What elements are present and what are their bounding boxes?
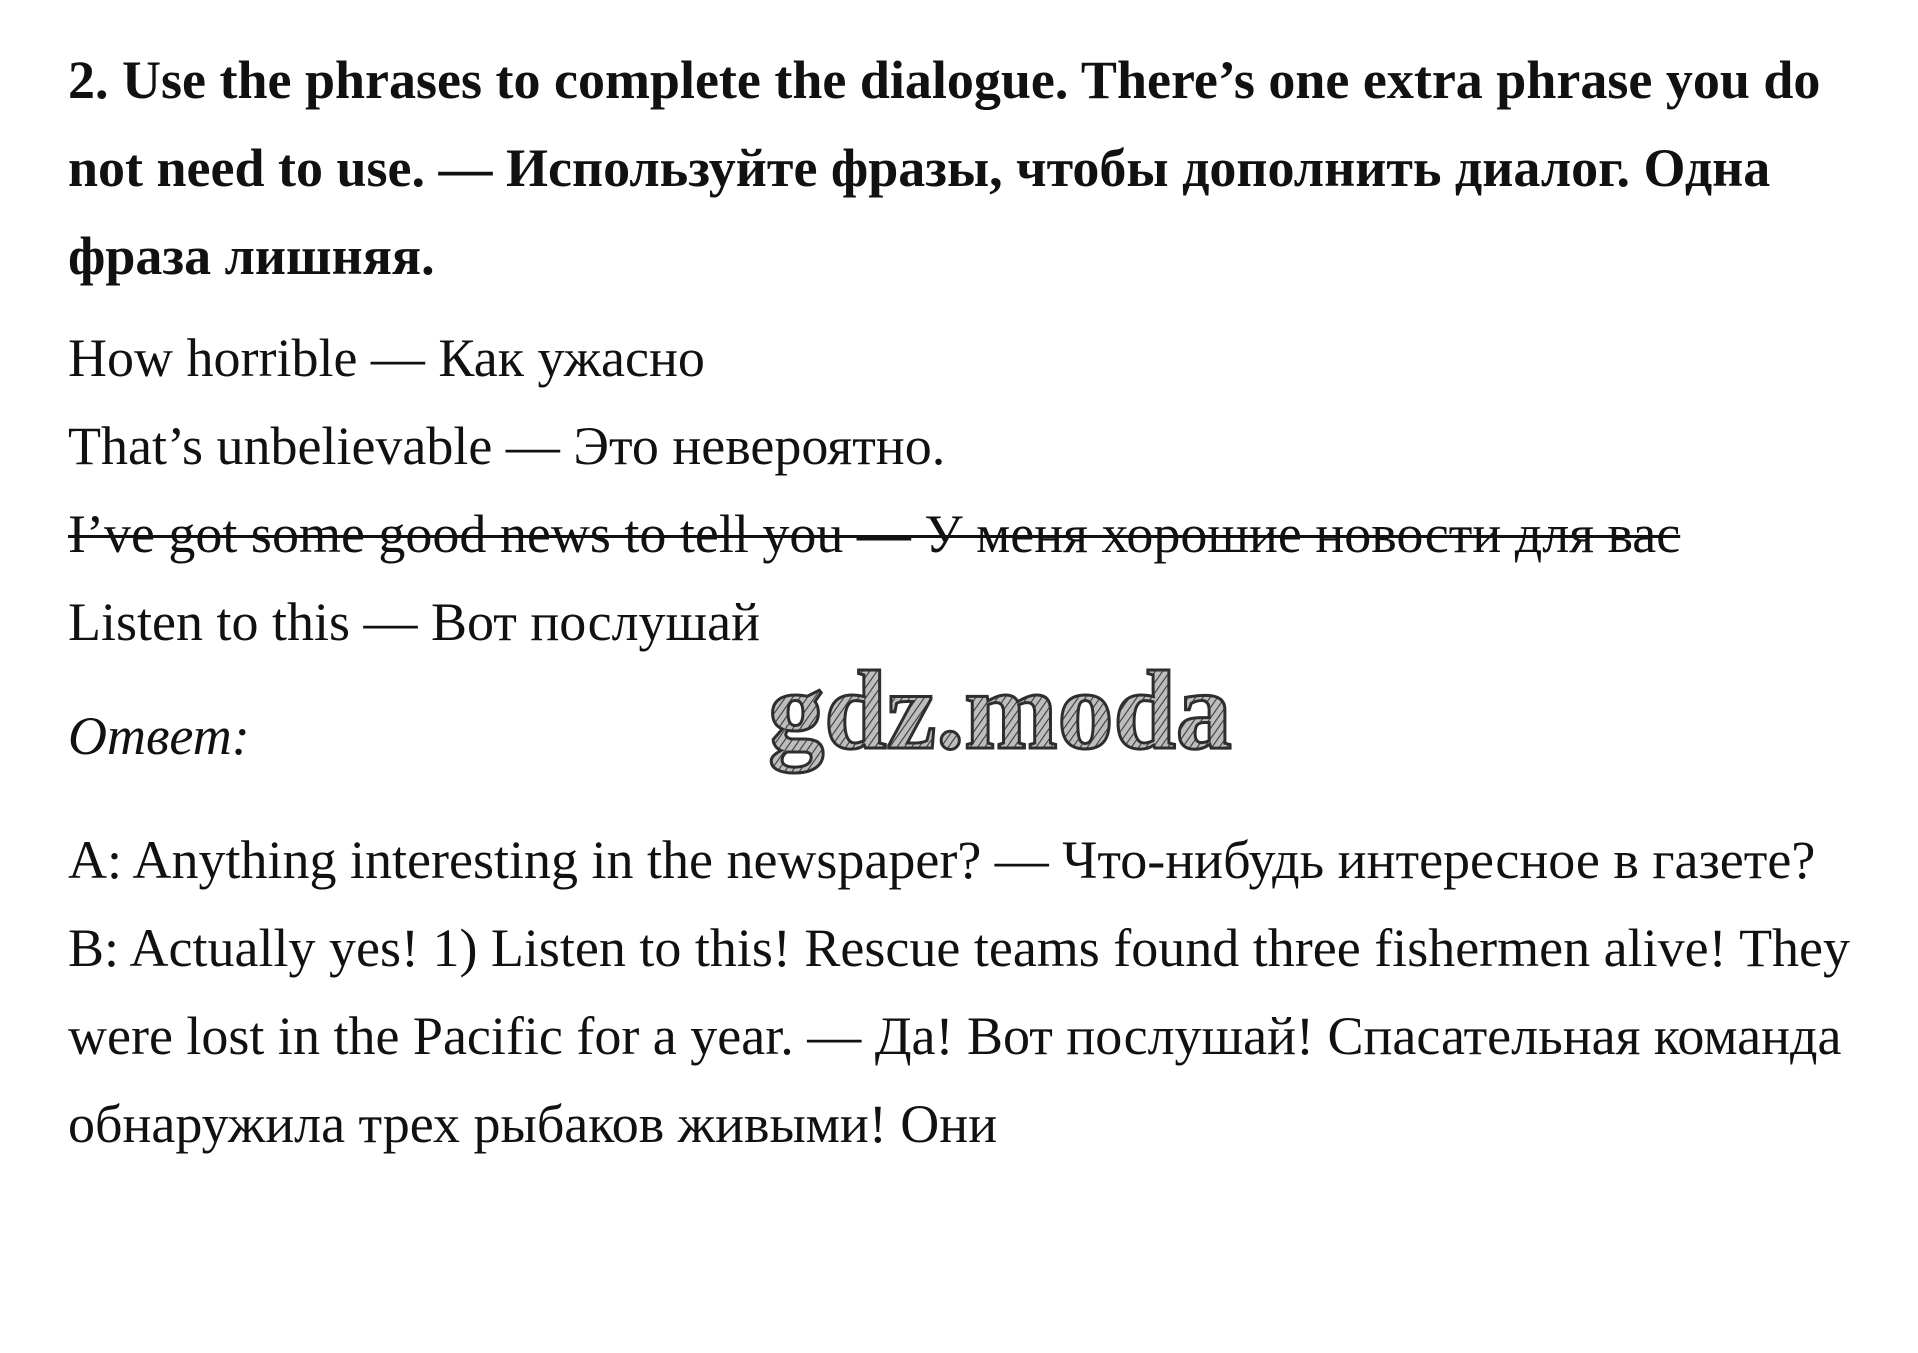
watermark-logo [730,650,1270,780]
dialogue [68,816,1858,1168]
task-instruction: 2. Use the phrases to complete the dialogue. There’s one extra phrase you do not need to use. — Используйте фразы, чтобы дополнить диалог. Одна фраза лишняя. [68,50,1821,286]
phrase-item: How horrible — Как ужасно [68,328,705,388]
phrase-list [68,314,1858,666]
phrase-item-struck: I’ve got some good news to tell you — У меня хорошие новости для вас [68,504,1681,564]
phrase-item: That’s unbelievable — Это невероятно. [68,416,946,476]
phrase-item: Listen to this — Вот послушай [68,592,761,652]
document-page [68,36,1858,1168]
dialogue-line-b: B: Actually yes! 1) Listen to this! Rescue teams found three fishermen alive! They were lost in the Pacific for a year. — Да! Вот послушай! Спасательная команда обнаружила трех рыбаков живыми! Они [68,918,1851,1154]
answer-label: Ответ: [68,706,250,766]
dialogue-line-a: A: Anything interesting in the newspaper? — Что-нибудь интересное в газете? [68,830,1816,890]
watermark-text: gdz.moda [768,650,1232,773]
